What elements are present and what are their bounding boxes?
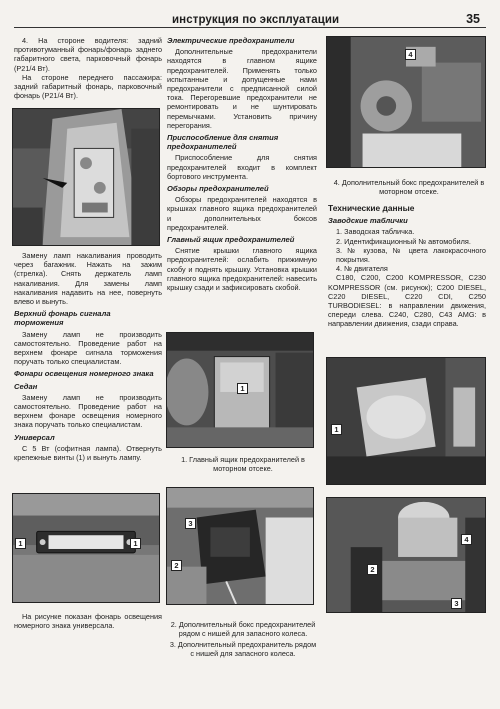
left-column-top bbox=[14, 36, 162, 100]
photo-main-fuse-box bbox=[166, 332, 314, 448]
callout-plate-screw-left: 1 bbox=[15, 538, 26, 549]
paragraph-engine-number-detail: С180, С200, С200 KOMPRESSOR, С230 KOMPRESSOR (см. рисунок); С200 DIESEL, С220 DIESEL, С220 CDI, С250 TURBODIESEL: в направлении движения, спереди слева. С240, С280, С43 AMG: в направлении движения, сзади справа. bbox=[328, 273, 486, 329]
left-column-caption bbox=[14, 612, 162, 630]
paragraph-brake-light: Замену ламп не производить самостоятельно. Проведение работ на верхнем фонаре сигнала торможения поручать только специалистам. bbox=[14, 329, 162, 367]
caption-engine-fuse-box: 4. Дополнительный бокс предохранителей в моторном отсеке. bbox=[333, 178, 485, 197]
item-engine-number: 4. № двигателя bbox=[336, 264, 388, 274]
item-vin: 2. Идентификационный № автомобиля. bbox=[336, 236, 471, 246]
item-factory-plate: 1. Заводская табличка. bbox=[336, 227, 415, 237]
tail-lamp-holder-illustration bbox=[13, 109, 159, 245]
running-header: инструкция по эксплуатации bbox=[172, 14, 340, 26]
middle-column-top bbox=[167, 36, 317, 292]
header-rule bbox=[14, 27, 486, 28]
caption-plate-lamp: На рисунке показан фонарь освещения номерного знака универсала. bbox=[14, 612, 162, 631]
spare-wheel-fuse-box-illustration bbox=[167, 488, 313, 604]
paragraph-passenger-side: На стороне переднего пассажира: задний габаритный фонарь, парковочный фонарь (Р21/4 Вт). bbox=[14, 72, 162, 101]
photo-seat-plate-location bbox=[326, 357, 486, 485]
heading-electric-fuses: Электрические предохранители bbox=[167, 36, 295, 45]
paragraph-driver-side: 4. На стороне водителя: задний противотуманный фонарь/фонарь заднего габаритного света, парковочный фонарь (Р21/4 Вт). bbox=[14, 36, 162, 73]
heading-technical-data: Технические данные bbox=[328, 203, 415, 213]
callout-engine-vin: 2 bbox=[367, 564, 378, 575]
heading-fuse-overview: Обзоры предохранителей bbox=[167, 184, 269, 194]
heading-universal: Универсал bbox=[14, 432, 55, 442]
heading-sedan: Седан bbox=[14, 381, 38, 391]
photo-plate-lamp bbox=[12, 493, 160, 603]
caption-spare-wheel-fuse: 3. Дополнительный предохранитель рядом с нишей для запасного колеса. bbox=[169, 640, 317, 659]
callout-main-fuse-box: 1 bbox=[237, 383, 248, 394]
heading-main-fuse-box: Главный ящик предохранителей bbox=[167, 235, 295, 245]
engine-bay-illustration bbox=[327, 498, 485, 612]
caption-spare-wheel-fuse-box: 2. Дополнительный бокс предохранителей рядом с нишей для запасного колеса. bbox=[170, 620, 316, 639]
callout-plate-screw-right: 1 bbox=[130, 538, 141, 549]
heading-brake-light: Верхний фонарь сигнала торможения bbox=[14, 309, 111, 328]
heading-factory-plates: Заводские таблички bbox=[328, 216, 408, 226]
paragraph-main-fuse-box: Снятие крышки главного ящика предохранителей: ослабить прижимную скобу и поднять крышку. Установка крышки главного ящика предохранителей: навесить крышку сзади и зафиксировать скобой. bbox=[167, 246, 317, 293]
callout-fuse-3: 3 bbox=[185, 518, 196, 529]
photo-engine-fuse-box bbox=[326, 36, 486, 168]
caption-main-fuse-box: 1. Главный ящик предохранителей в моторном отсеке. bbox=[181, 455, 305, 474]
paragraph-fuse-overview: Обзоры предохранителей находятся в крышках главного ящика предохранителей и дополнительных боксов предохранителей. bbox=[167, 195, 317, 232]
paragraph-fuse-tool: Приспособление для снятия предохранителей входит в комплект бортового инструмента. bbox=[167, 153, 317, 181]
paragraph-sedan: Замену ламп не производить самостоятельно. Проведение работ на верхнем фонаре освещения номерного знака поручать только специалистам. bbox=[14, 392, 162, 430]
callout-factory-plate: 1 bbox=[331, 424, 342, 435]
callout-engine-fuse-box: 4 bbox=[405, 49, 416, 60]
page-number: 35 bbox=[466, 12, 480, 26]
item-body-color-number: 3. № кузова, № цвета лакокрасочного покрытия. bbox=[336, 245, 486, 265]
callout-body-number: 3 bbox=[451, 598, 462, 609]
paragraph-replace-lamp: Замену ламп накаливания проводить через багажник. Нажать на зажим (стрелка). Снять держатель ламп накаливания. Для замены ламп накаливания надавить на нее, повернуть влево и вынуть. bbox=[14, 251, 162, 307]
heading-plate-lights: Фонари освещения номерного знака bbox=[14, 369, 154, 379]
photo-tail-lamp-holder bbox=[12, 108, 160, 246]
callout-engine-number: 4 bbox=[461, 534, 472, 545]
heading-fuse-tool: Приспособление для снятия предохранителей bbox=[167, 133, 279, 152]
photo-engine-bay-numbers bbox=[326, 497, 486, 613]
photo-spare-wheel-fuse-box bbox=[166, 487, 314, 605]
left-column-middle bbox=[14, 251, 162, 462]
paragraph-electric-fuses: Дополнительные предохранители находятся в главном ящике предохранителей. Применять только испытанные и допущенные нами предохранители с предписанной силой тока. Перегоревшие предохранители не ремонтировать и не шунтировать перемычками. Установить причину перегорания. bbox=[167, 47, 317, 130]
seat-plate-illustration bbox=[327, 358, 485, 484]
paragraph-universal: С 5 Вт (софитная лампа). Отвернуть крепежные винты (1) и вынуть лампу. bbox=[14, 443, 162, 463]
right-column-text bbox=[328, 201, 486, 329]
callout-fuse-box-2: 2 bbox=[171, 560, 182, 571]
